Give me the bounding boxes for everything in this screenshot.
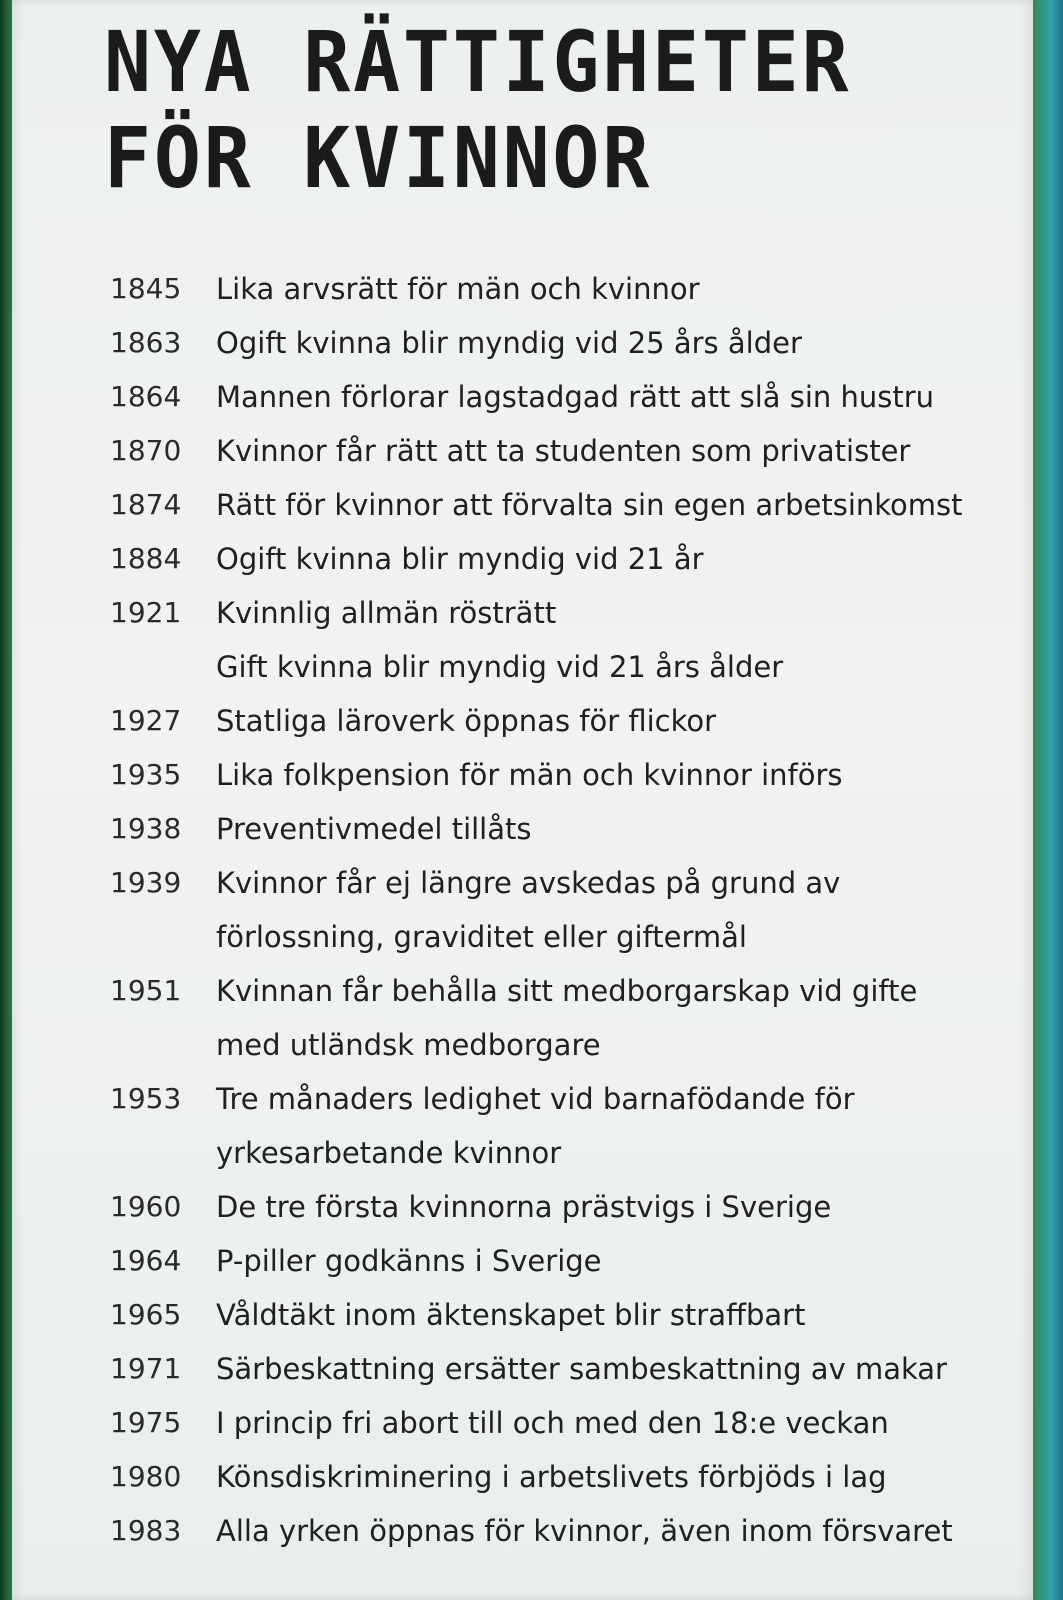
entry-year: 1983 <box>110 1514 182 1547</box>
entry-year: 1939 <box>110 866 182 899</box>
timeline-entry <box>110 424 990 478</box>
entry-text-line: förlossning, graviditet eller giftermål <box>216 920 747 954</box>
timeline-entry <box>110 748 990 802</box>
entry-text-line: Gift kvinna blir myndig vid 21 års ålder <box>216 650 784 684</box>
entry-text <box>216 1450 990 1504</box>
timeline-entry <box>110 478 990 532</box>
entry-text-line: Kvinnor får rätt att ta studenten som privatister <box>216 434 911 468</box>
entry-text-line: I princip fri abort till och med den 18:e veckan <box>216 1406 889 1440</box>
entry-text <box>216 1234 990 1288</box>
timeline-list <box>110 262 990 1558</box>
entry-text-line: Tre månaders ledighet vid barnafödande för <box>216 1082 855 1116</box>
entry-year: 1884 <box>110 542 182 575</box>
entry-year: 1927 <box>110 704 182 737</box>
title-line-2: FÖR KVINNOR <box>104 109 653 207</box>
entry-text <box>216 802 990 856</box>
timeline-entry <box>110 1234 990 1288</box>
timeline-entry <box>110 316 990 370</box>
entry-year: 1951 <box>110 974 182 1007</box>
entry-year: 1874 <box>110 488 182 521</box>
entry-year: 1921 <box>110 596 182 629</box>
entry-text-line: Kvinnlig allmän rösträtt <box>216 596 557 630</box>
timeline-entry <box>110 1504 990 1558</box>
entry-year: 1980 <box>110 1460 182 1493</box>
entry-text <box>216 748 990 802</box>
entry-text <box>216 316 990 370</box>
entry-text <box>216 1396 990 1450</box>
timeline-entry <box>110 262 990 316</box>
entry-year: 1870 <box>110 434 182 467</box>
entry-text <box>216 694 990 748</box>
entry-text-line: Ogift kvinna blir myndig vid 25 års ålder <box>216 326 802 360</box>
entry-year: 1960 <box>110 1190 182 1223</box>
entry-text-line: Våldtäkt inom äktenskapet blir straffbart <box>216 1298 806 1332</box>
entry-text <box>216 1072 990 1180</box>
entry-text <box>216 586 990 694</box>
entry-text <box>216 424 990 478</box>
entry-text-line: De tre första kvinnorna prästvigs i Sverige <box>216 1190 832 1224</box>
timeline-entry <box>110 1180 990 1234</box>
entry-text-line: Ogift kvinna blir myndig vid 21 år <box>216 542 704 576</box>
entry-text-line: P-piller godkänns i Sverige <box>216 1244 602 1278</box>
page-title <box>104 14 851 206</box>
title-line-1: NYA RÄTTIGHETER <box>104 13 852 111</box>
entry-text-line: Kvinnan får behålla sitt medborgarskap vid gifte <box>216 974 918 1008</box>
timeline-entry <box>110 1396 990 1450</box>
entry-year: 1863 <box>110 326 182 359</box>
entry-text-line: Lika arvsrätt för män och kvinnor <box>216 272 700 306</box>
entry-text <box>216 532 990 586</box>
entry-year: 1938 <box>110 812 182 845</box>
entry-text <box>216 1342 990 1396</box>
timeline-entry <box>110 964 990 1072</box>
entry-year: 1971 <box>110 1352 182 1385</box>
timeline-entry <box>110 586 990 694</box>
timeline-entry <box>110 370 990 424</box>
timeline-entry <box>110 694 990 748</box>
entry-year: 1975 <box>110 1406 182 1439</box>
entry-text-line: Mannen förlorar lagstadgad rätt att slå sin hustru <box>216 380 935 414</box>
entry-text <box>216 1180 990 1234</box>
entry-text <box>216 370 990 424</box>
entry-text-line: yrkesarbetande kvinnor <box>216 1136 562 1170</box>
timeline-entry <box>110 532 990 586</box>
timeline-entry <box>110 1342 990 1396</box>
timeline-entry <box>110 856 990 964</box>
info-panel <box>12 0 1033 1600</box>
entry-text-line: med utländsk medborgare <box>216 1028 601 1062</box>
entry-year: 1953 <box>110 1082 182 1115</box>
entry-year: 1965 <box>110 1298 182 1331</box>
entry-text <box>216 262 990 316</box>
entry-text <box>216 478 990 532</box>
entry-year: 1864 <box>110 380 182 413</box>
entry-year: 1935 <box>110 758 182 791</box>
timeline-entry <box>110 1450 990 1504</box>
entry-year: 1964 <box>110 1244 182 1277</box>
timeline-entry <box>110 1072 990 1180</box>
entry-text-line: Statliga läroverk öppnas för flickor <box>216 704 717 738</box>
entry-text <box>216 1504 990 1558</box>
entry-text-line: Alla yrken öppnas för kvinnor, även inom försvaret <box>216 1514 953 1548</box>
entry-text-line: Könsdiskriminering i arbetslivets förbjöds i lag <box>216 1460 887 1494</box>
entry-year: 1845 <box>110 272 182 305</box>
entry-text-line: Lika folkpension för män och kvinnor införs <box>216 758 843 792</box>
entry-text-line: Kvinnor får ej längre avskedas på grund av <box>216 866 841 900</box>
timeline-entry <box>110 1288 990 1342</box>
wall-left-edge <box>0 0 12 1600</box>
entry-text-line: Preventivmedel tillåts <box>216 812 532 846</box>
entry-text <box>216 1288 990 1342</box>
entry-text-line: Rätt för kvinnor att förvalta sin egen arbetsinkomst <box>216 488 963 522</box>
entry-text <box>216 856 990 964</box>
timeline-entry <box>110 802 990 856</box>
entry-text <box>216 964 990 1072</box>
wall-right-edge <box>1033 0 1063 1600</box>
entry-text-line: Särbeskattning ersätter sambeskattning av makar <box>216 1352 947 1386</box>
